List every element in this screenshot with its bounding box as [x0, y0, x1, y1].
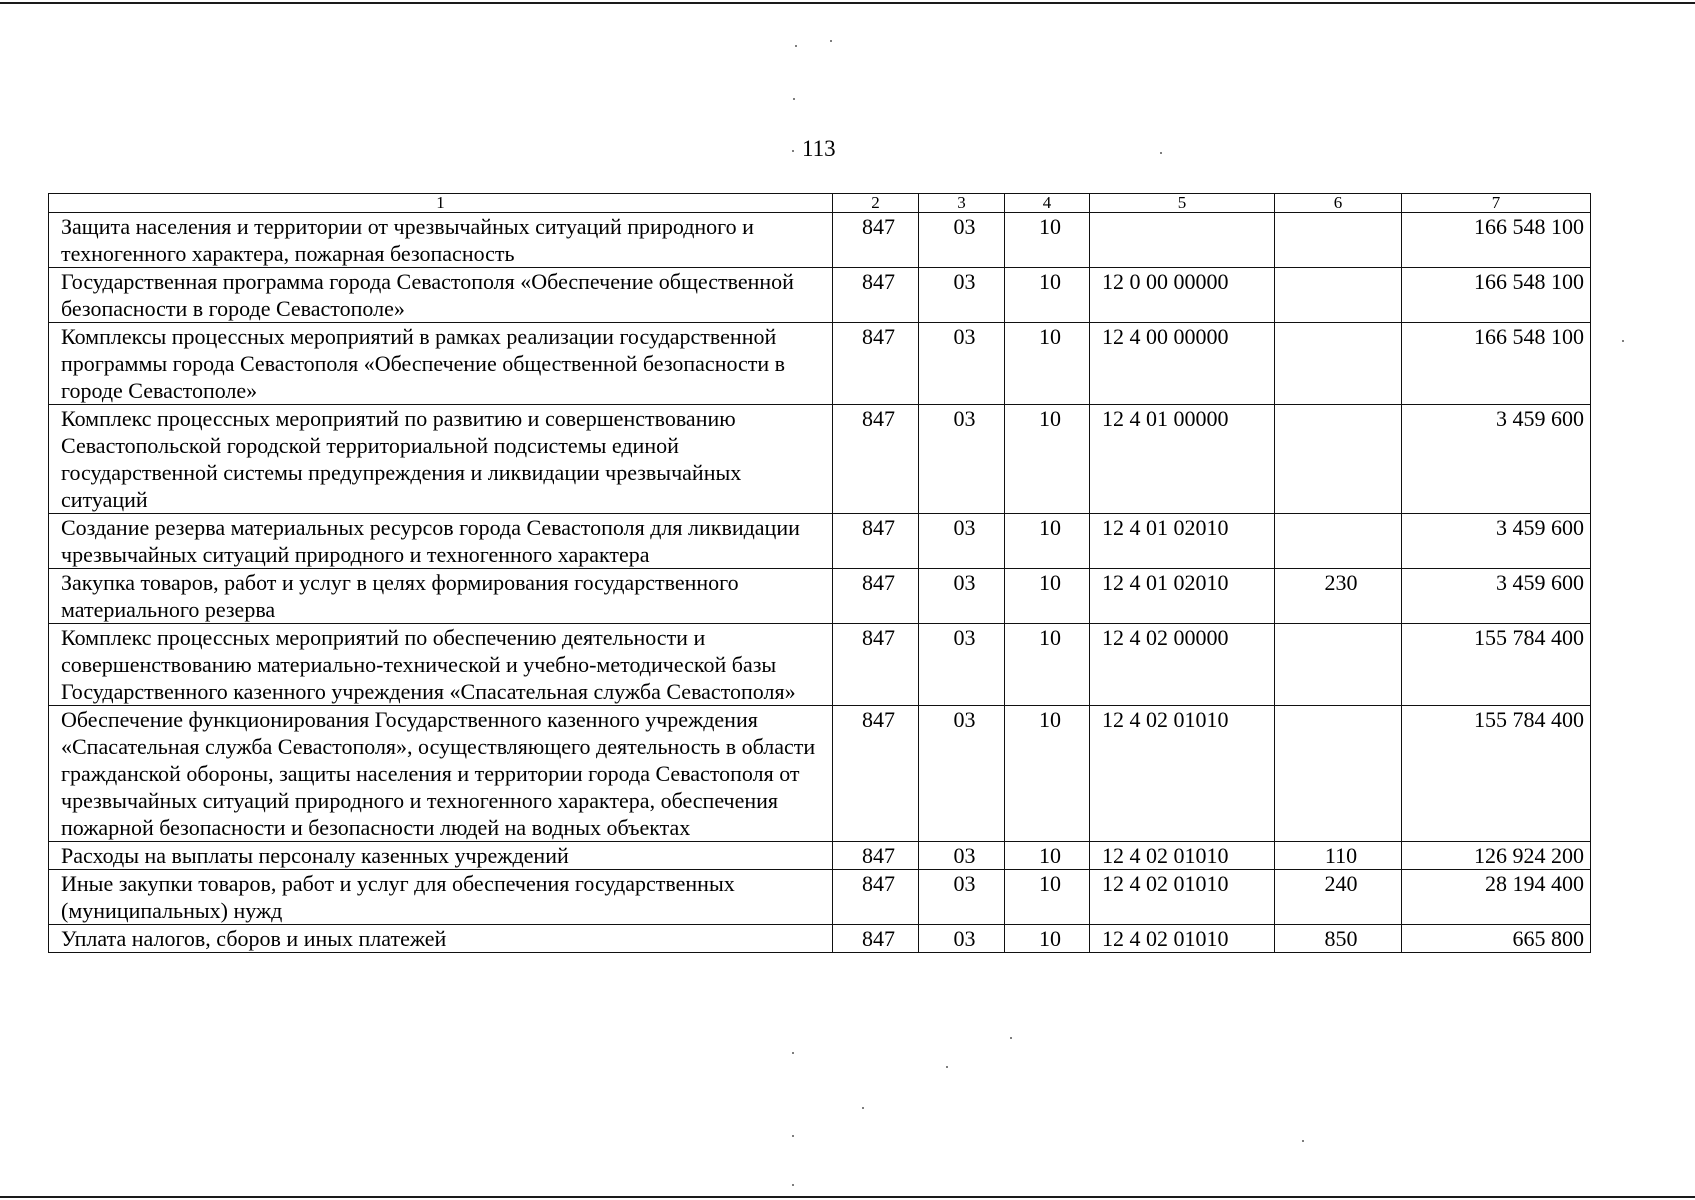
subsection-code-cell: 10	[1005, 405, 1090, 514]
scan-speck	[830, 40, 832, 42]
section-code-cell: 03	[919, 213, 1005, 268]
grbs-code-cell: 847	[833, 268, 919, 323]
expense-type-cell	[1275, 268, 1402, 323]
section-code-cell: 03	[919, 925, 1005, 953]
expense-type-cell	[1275, 706, 1402, 842]
subsection-code-cell: 10	[1005, 323, 1090, 405]
section-code-cell: 03	[919, 405, 1005, 514]
amount-cell: 166 548 100	[1402, 268, 1591, 323]
section-code-cell: 03	[919, 323, 1005, 405]
amount-cell: 3 459 600	[1402, 569, 1591, 624]
target-article-cell: 12 4 01 02010	[1090, 514, 1275, 569]
bottom-scan-rule	[0, 1196, 1695, 1198]
column-header: 3	[919, 194, 1005, 213]
grbs-code-cell: 847	[833, 870, 919, 925]
column-header: 4	[1005, 194, 1090, 213]
budget-allocation-table	[48, 193, 1591, 953]
target-article-cell: 12 0 00 00000	[1090, 268, 1275, 323]
expense-type-cell: 850	[1275, 925, 1402, 953]
amount-cell: 3 459 600	[1402, 405, 1591, 514]
column-header: 5	[1090, 194, 1275, 213]
expense-name-cell: Комплексы процессных мероприятий в рамках реализации государственной программы города Севастополя «Обеспечение общественной безопасности в городе Севастополе»	[49, 323, 833, 405]
subsection-code-cell: 10	[1005, 268, 1090, 323]
amount-cell: 166 548 100	[1402, 323, 1591, 405]
table-row	[49, 405, 1591, 514]
scan-speck	[1622, 340, 1624, 342]
scan-speck	[792, 1184, 794, 1186]
grbs-code-cell: 847	[833, 624, 919, 706]
target-article-cell: 12 4 02 01010	[1090, 842, 1275, 870]
subsection-code-cell: 10	[1005, 870, 1090, 925]
target-article-cell: 12 4 02 00000	[1090, 624, 1275, 706]
column-header: 7	[1402, 194, 1591, 213]
grbs-code-cell: 847	[833, 842, 919, 870]
section-code-cell: 03	[919, 514, 1005, 569]
subsection-code-cell: 10	[1005, 925, 1090, 953]
scan-speck	[946, 1066, 948, 1068]
expense-type-cell: 240	[1275, 870, 1402, 925]
table-row	[49, 213, 1591, 268]
target-article-cell: 12 4 02 01010	[1090, 870, 1275, 925]
table-row	[49, 569, 1591, 624]
target-article-cell: 12 4 02 01010	[1090, 925, 1275, 953]
subsection-code-cell: 10	[1005, 569, 1090, 624]
amount-cell: 155 784 400	[1402, 624, 1591, 706]
amount-cell: 3 459 600	[1402, 514, 1591, 569]
target-article-cell: 12 4 01 00000	[1090, 405, 1275, 514]
table-row	[49, 870, 1591, 925]
page-number: 113	[802, 136, 836, 161]
expense-name-cell: Комплекс процессных мероприятий по развитию и совершенствованию Севастопольской городской территориальной подсистемы единой государственной системы предупреждения и ликвидации чрезвычайных ситуаций	[49, 405, 833, 514]
expense-name-cell: Закупка товаров, работ и услуг в целях формирования государственного материального резерва	[49, 569, 833, 624]
table-row	[49, 842, 1591, 870]
expense-type-cell	[1275, 405, 1402, 514]
target-article-cell	[1090, 213, 1275, 268]
expense-name-cell: Обеспечение функционирования Государственного казенного учреждения «Спасательная служба Севастополя», осуществляющего деятельность в области гражданской обороны, защиты населения и территории города Севастополя от чрезвычайных ситуаций природного и техногенного характера, обеспечения пожарной безопасности и безопасности людей на водных объектах	[49, 706, 833, 842]
grbs-code-cell: 847	[833, 514, 919, 569]
expense-type-cell: 230	[1275, 569, 1402, 624]
scan-speck	[792, 1135, 794, 1137]
grbs-code-cell: 847	[833, 213, 919, 268]
amount-cell: 665 800	[1402, 925, 1591, 953]
section-code-cell: 03	[919, 842, 1005, 870]
grbs-code-cell: 847	[833, 323, 919, 405]
expense-name-cell: Уплата налогов, сборов и иных платежей	[49, 925, 833, 953]
expense-name-cell: Создание резерва материальных ресурсов города Севастополя для ликвидации чрезвычайных ситуаций природного и техногенного характера	[49, 514, 833, 569]
subsection-code-cell: 10	[1005, 514, 1090, 569]
table-row	[49, 706, 1591, 842]
expense-name-cell: Комплекс процессных мероприятий по обеспечению деятельности и совершенствованию материально-технической и учебно-методической базы Государственного казенного учреждения «Спасательная служба Севастополя»	[49, 624, 833, 706]
subsection-code-cell: 10	[1005, 624, 1090, 706]
expense-type-cell	[1275, 213, 1402, 268]
section-code-cell: 03	[919, 624, 1005, 706]
scan-speck	[792, 1052, 794, 1054]
grbs-code-cell: 847	[833, 569, 919, 624]
scan-speck	[795, 45, 797, 47]
scan-speck	[793, 98, 795, 100]
grbs-code-cell: 847	[833, 405, 919, 514]
scan-speck	[1302, 1140, 1304, 1142]
section-code-cell: 03	[919, 706, 1005, 842]
expense-name-cell: Расходы на выплаты персоналу казенных учреждений	[49, 842, 833, 870]
subsection-code-cell: 10	[1005, 706, 1090, 842]
expense-type-cell	[1275, 323, 1402, 405]
table-row	[49, 514, 1591, 569]
expense-name-cell: Иные закупки товаров, работ и услуг для обеспечения государственных (муниципальных) нужд	[49, 870, 833, 925]
subsection-code-cell: 10	[1005, 842, 1090, 870]
scan-speck	[1010, 1037, 1012, 1039]
grbs-code-cell: 847	[833, 706, 919, 842]
expense-type-cell	[1275, 624, 1402, 706]
scan-speck	[862, 1107, 864, 1109]
target-article-cell: 12 4 00 00000	[1090, 323, 1275, 405]
expense-name-cell: Защита населения и территории от чрезвычайных ситуаций природного и техногенного характера, пожарная безопасность	[49, 213, 833, 268]
expense-type-cell	[1275, 514, 1402, 569]
grbs-code-cell: 847	[833, 925, 919, 953]
column-header: 2	[833, 194, 919, 213]
scan-speck	[792, 150, 794, 152]
table-row	[49, 624, 1591, 706]
section-code-cell: 03	[919, 268, 1005, 323]
column-header: 6	[1275, 194, 1402, 213]
table-header-row	[49, 194, 1591, 213]
amount-cell: 126 924 200	[1402, 842, 1591, 870]
top-scan-rule	[0, 2, 1695, 4]
table-row	[49, 323, 1591, 405]
target-article-cell: 12 4 01 02010	[1090, 569, 1275, 624]
amount-cell: 155 784 400	[1402, 706, 1591, 842]
expense-type-cell: 110	[1275, 842, 1402, 870]
target-article-cell: 12 4 02 01010	[1090, 706, 1275, 842]
section-code-cell: 03	[919, 569, 1005, 624]
table-row	[49, 268, 1591, 323]
amount-cell: 166 548 100	[1402, 213, 1591, 268]
column-header: 1	[49, 194, 833, 213]
scan-speck	[1160, 152, 1162, 154]
table-row	[49, 925, 1591, 953]
section-code-cell: 03	[919, 870, 1005, 925]
subsection-code-cell: 10	[1005, 213, 1090, 268]
amount-cell: 28 194 400	[1402, 870, 1591, 925]
expense-name-cell: Государственная программа города Севастополя «Обеспечение общественной безопасности в городе Севастополе»	[49, 268, 833, 323]
